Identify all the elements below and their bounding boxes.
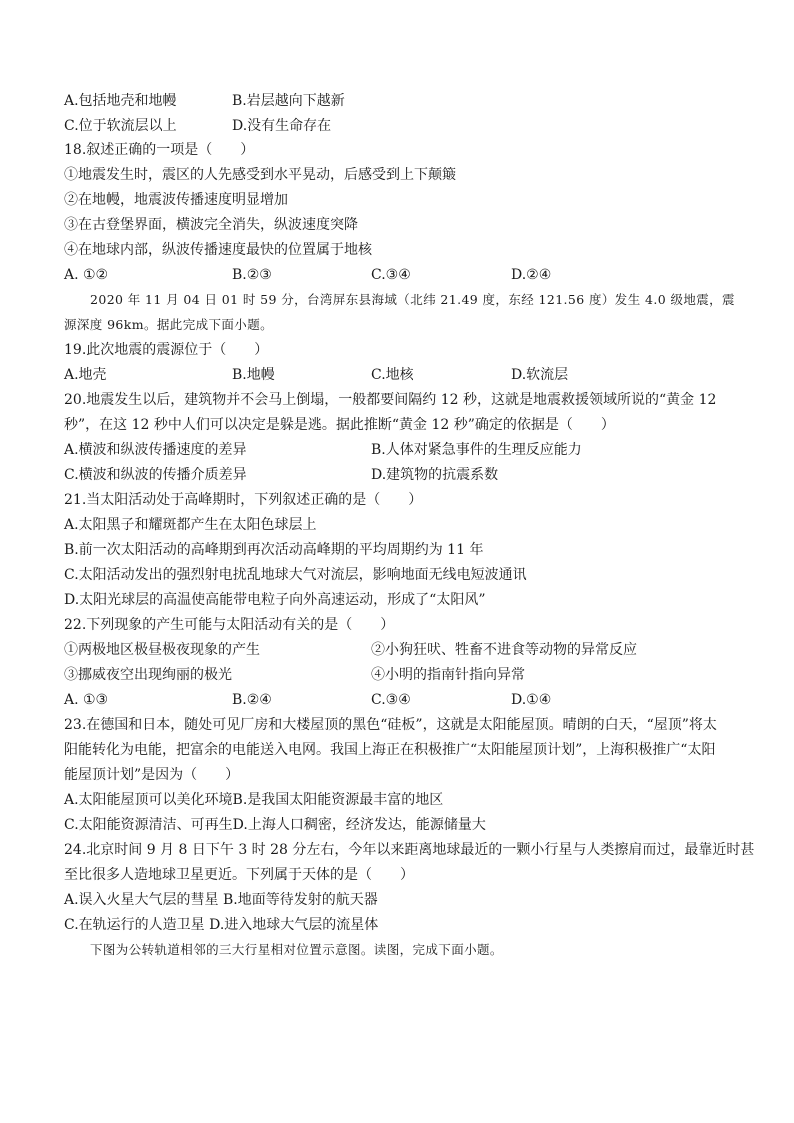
q22-statement-2: ②小狗狂吠、牲畜不进食等动物的异常反应: [371, 642, 637, 658]
q23-stem-line-3: 能屋顶计划”是因为（ ）: [64, 767, 240, 783]
q22-statement-1: ①两极地区极昼极夜现象的产生: [64, 642, 260, 658]
q24-stem-line-2: 至比很多人造地球卫星更近。下列属于天体的是（ ）: [64, 867, 414, 883]
q18-option-d: D.②④: [511, 267, 552, 283]
q19-stem: 19.此次地震的震源位于（ ）: [64, 342, 269, 358]
q22-option-b: B.②④: [232, 692, 272, 708]
q18-statement-2: ②在地幔，地震波传播速度明显增加: [64, 192, 288, 208]
q18-statement-1: ①地震发生时，震区的人先感受到水平晃动，后感受到上下颠簸: [64, 167, 456, 183]
q24-options-cd: C.在轨运行的人造卫星 D.进入地球大气层的流星体: [64, 917, 379, 933]
q23-options-ab: A.太阳能屋顶可以美化环境B.是我国太阳能资源最丰富的地区: [64, 792, 444, 808]
q18-option-a: A. ①②: [64, 267, 109, 283]
q20-option-b: B.人体对紧急事件的生理反应能力: [371, 442, 582, 458]
earthquake-passage-line-1: 2020 年 11 月 04 日 01 时 59 分，台湾屏东县海域（北纬 21.49 度，东经 121.56 度）发生 4.0 级地震，震: [90, 292, 735, 307]
q22-option-c: C.③④: [371, 692, 411, 708]
q24-options-ab: A.误入火星大气层的彗星 B.地面等待发射的航天器: [64, 892, 378, 908]
q18-option-c: C.③④: [371, 267, 411, 283]
q23-options-cd: C.太阳能资源清洁、可再生D.上海人口稠密，经济发达，能源储量大: [64, 817, 486, 833]
q20-option-d: D.建筑物的抗震系数: [371, 467, 499, 483]
q22-statement-3: ③挪威夜空出现绚丽的极光: [64, 667, 232, 683]
planet-figure-intro: 下图为公转轨道相邻的三大行星相对位置示意图。读图，完成下面小题。: [90, 942, 503, 957]
q17-option-b: B.岩层越向下越新: [232, 93, 345, 109]
q19-option-b: B.地幔: [232, 367, 275, 383]
q21-option-d: D.太阳光球层的高温使高能带电粒子向外高速运动，形成了“太阳风”: [64, 592, 486, 608]
q23-stem-line-1: 23.在德国和日本，随处可见厂房和大楼屋顶的黑色“硅板”，这就是太阳能屋顶。晴朗的白天，“屋顶”将太: [64, 717, 717, 733]
q22-option-d: D.①④: [511, 692, 552, 708]
q20-stem-line-2: 秒”，在这 12 秒中人们可以决定是躲是逃。据此推断“黄金 12 秒”确定的依据是（ ）: [64, 417, 615, 433]
q21-option-a: A.太阳黑子和耀斑都产生在太阳色球层上: [64, 517, 317, 533]
q21-stem: 21.当太阳活动处于高峰期时，下列叙述正确的是（ ）: [64, 492, 423, 508]
q21-option-c: C.太阳活动发出的强烈射电扰乱地球大气对流层，影响地面无线电短波通讯: [64, 567, 527, 583]
q20-stem-line-1: 20.地震发生以后，建筑物并不会马上倒塌，一般都要间隔约 12 秒，这就是地震救援领域所说的“黄金 12: [64, 392, 717, 408]
q20-option-a: A.横波和纵波传播速度的差异: [64, 442, 247, 458]
q19-option-d: D.软流层: [511, 367, 569, 383]
q21-option-b: B.前一次太阳活动的高峰期到再次活动高峰期的平均周期约为 11 年: [64, 542, 484, 558]
q17-option-a: A.包括地壳和地幔: [64, 93, 177, 109]
q22-option-a: A. ①③: [64, 692, 109, 708]
q18-stem: 18.叙述正确的一项是（ ）: [64, 142, 255, 158]
q19-option-c: C.地核: [371, 367, 414, 383]
q19-option-a: A.地壳: [64, 367, 107, 383]
q18-statement-4: ④在地球内部，纵波传播速度最快的位置属于地核: [64, 242, 372, 258]
q22-stem: 22.下列现象的产生可能与太阳活动有关的是（ ）: [64, 617, 395, 633]
q18-option-b: B.②③: [232, 267, 272, 283]
q17-option-c: C.位于软流层以上: [64, 118, 177, 134]
q17-option-d: D.没有生命存在: [232, 118, 332, 134]
q22-statement-4: ④小明的指南针指向异常: [371, 667, 525, 683]
earthquake-passage-line-2: 源深度 96km。据此完成下面小题。: [64, 317, 274, 332]
q18-statement-3: ③在古登堡界面，横波完全消失，纵波速度突降: [64, 217, 358, 233]
q20-option-c: C.横波和纵波的传播介质差异: [64, 467, 247, 483]
q23-stem-line-2: 阳能转化为电能，把富余的电能送入电网。我国上海正在积极推广“太阳能屋顶计划”，上海积极推广“太阳: [64, 742, 716, 758]
q24-stem-line-1: 24.北京时间 9 月 8 日下午 3 时 28 分左右，今年以来距离地球最近的一颗小行星与人类擦肩而过，最靠近时甚: [64, 842, 755, 858]
